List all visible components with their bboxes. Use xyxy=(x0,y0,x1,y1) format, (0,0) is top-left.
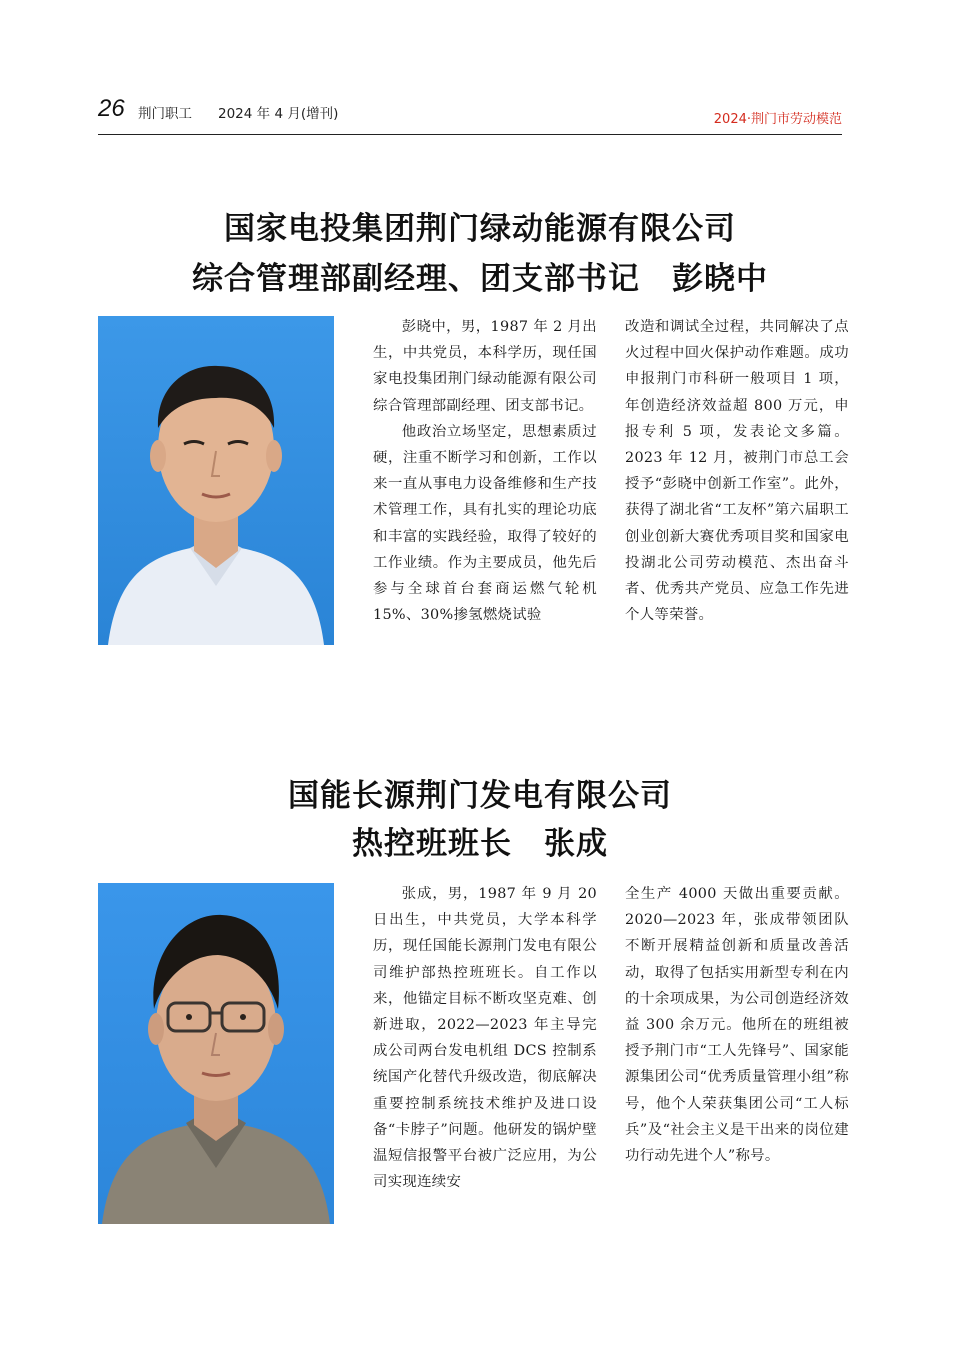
profile-2-portrait xyxy=(98,883,334,1224)
magazine-name: 荆门职工 xyxy=(138,106,192,122)
profile-2-column-2 xyxy=(625,881,849,1169)
profile-2-paragraph-1: 张成，男，1987 年 9 月 20 日出生，中共党员，大学本科学历，现任国能长源荆门发电有限公司维护部热控班班长。自工作以来，他锚定目标不断攻坚克难、创新进取，2022—2023 年主导完成公司两台发电机组 DCS 控制系统国产化替代升级改造，彻底解决重要控制系统技术维护及进口设备“卡脖子”问题。他研发的锅炉壁温短信报警平台被广泛应用，为公司实现连续安 xyxy=(373,886,597,1191)
profile-1-role-title: 综合管理部副经理、团支部书记 彭晓中 xyxy=(192,261,768,297)
profile-1-paragraph-1: 彭晓中，男，1987 年 2 月出生，中共党员，本科学历，现任国家电投集团荆门绿动能源有限公司综合管理部副经理、团支部书记。 xyxy=(373,319,597,414)
profile-1-portrait xyxy=(98,316,334,645)
profile-2-paragraph-2: 全生产 4000 天做出重要贡献。2020—2023 年，张成带领团队不断开展精益创新和质量改善活动，取得了包括实用新型专利在内的十余项成果，为公司创造经济效益 300 余万元。他所在的班组被授予荆门市“工人先锋号”、国家能源集团公司“优秀质量管理小组”称号，他个人荣获集团公司“工人标兵”及“社会主义是干出来的岗位建功行动先进个人”称号。 xyxy=(625,886,849,1165)
profile-2-column-1 xyxy=(373,881,597,1195)
profile-1-org-title: 国家电投集团荆门绿动能源有限公司 xyxy=(224,211,736,247)
page-number: 26 xyxy=(98,95,125,122)
issue-label: 2024 年 4 月(增刊) xyxy=(218,106,339,122)
profile-2-org-title: 国能长源荆门发电有限公司 xyxy=(288,778,672,814)
profile-1-paragraph-2: 他政治立场坚定，思想素质过硬，注重不断学习和创新，工作以来一直从事电力设备维修和生产技术管理工作，具有扎实的理论功底和丰富的实践经验，取得了较好的工作业绩。作为主要成员，他先后参与全球首台套商运燃气轮机 15%、30%掺氢燃烧试验 xyxy=(373,423,597,624)
profile-1-paragraph-3: 改造和调试全过程，共同解决了点火过程中回火保护动作难题。成功申报荆门市科研一般项目 1 项，年创造经济效益超 800 万元，申报专利 5 项，发表论文多篇。2023 年 12 月，被荆门市总工会授予“彭晓中创新工作室”。此外，获得了湖北省“工友杯”第六届职工创业创新大赛优秀项目奖和国家电投湖北公司劳动模范、杰出奋斗者、优秀共产党员、应急工作先进个人等荣誉。 xyxy=(625,319,849,624)
profile-2-role-title: 热控班班长 张成 xyxy=(352,826,608,862)
page-header xyxy=(98,94,842,135)
section-tag: 2024·荆门市劳动模范 xyxy=(713,112,842,127)
profile-1-column-2 xyxy=(625,314,849,628)
profile-1-column-1 xyxy=(373,314,597,628)
